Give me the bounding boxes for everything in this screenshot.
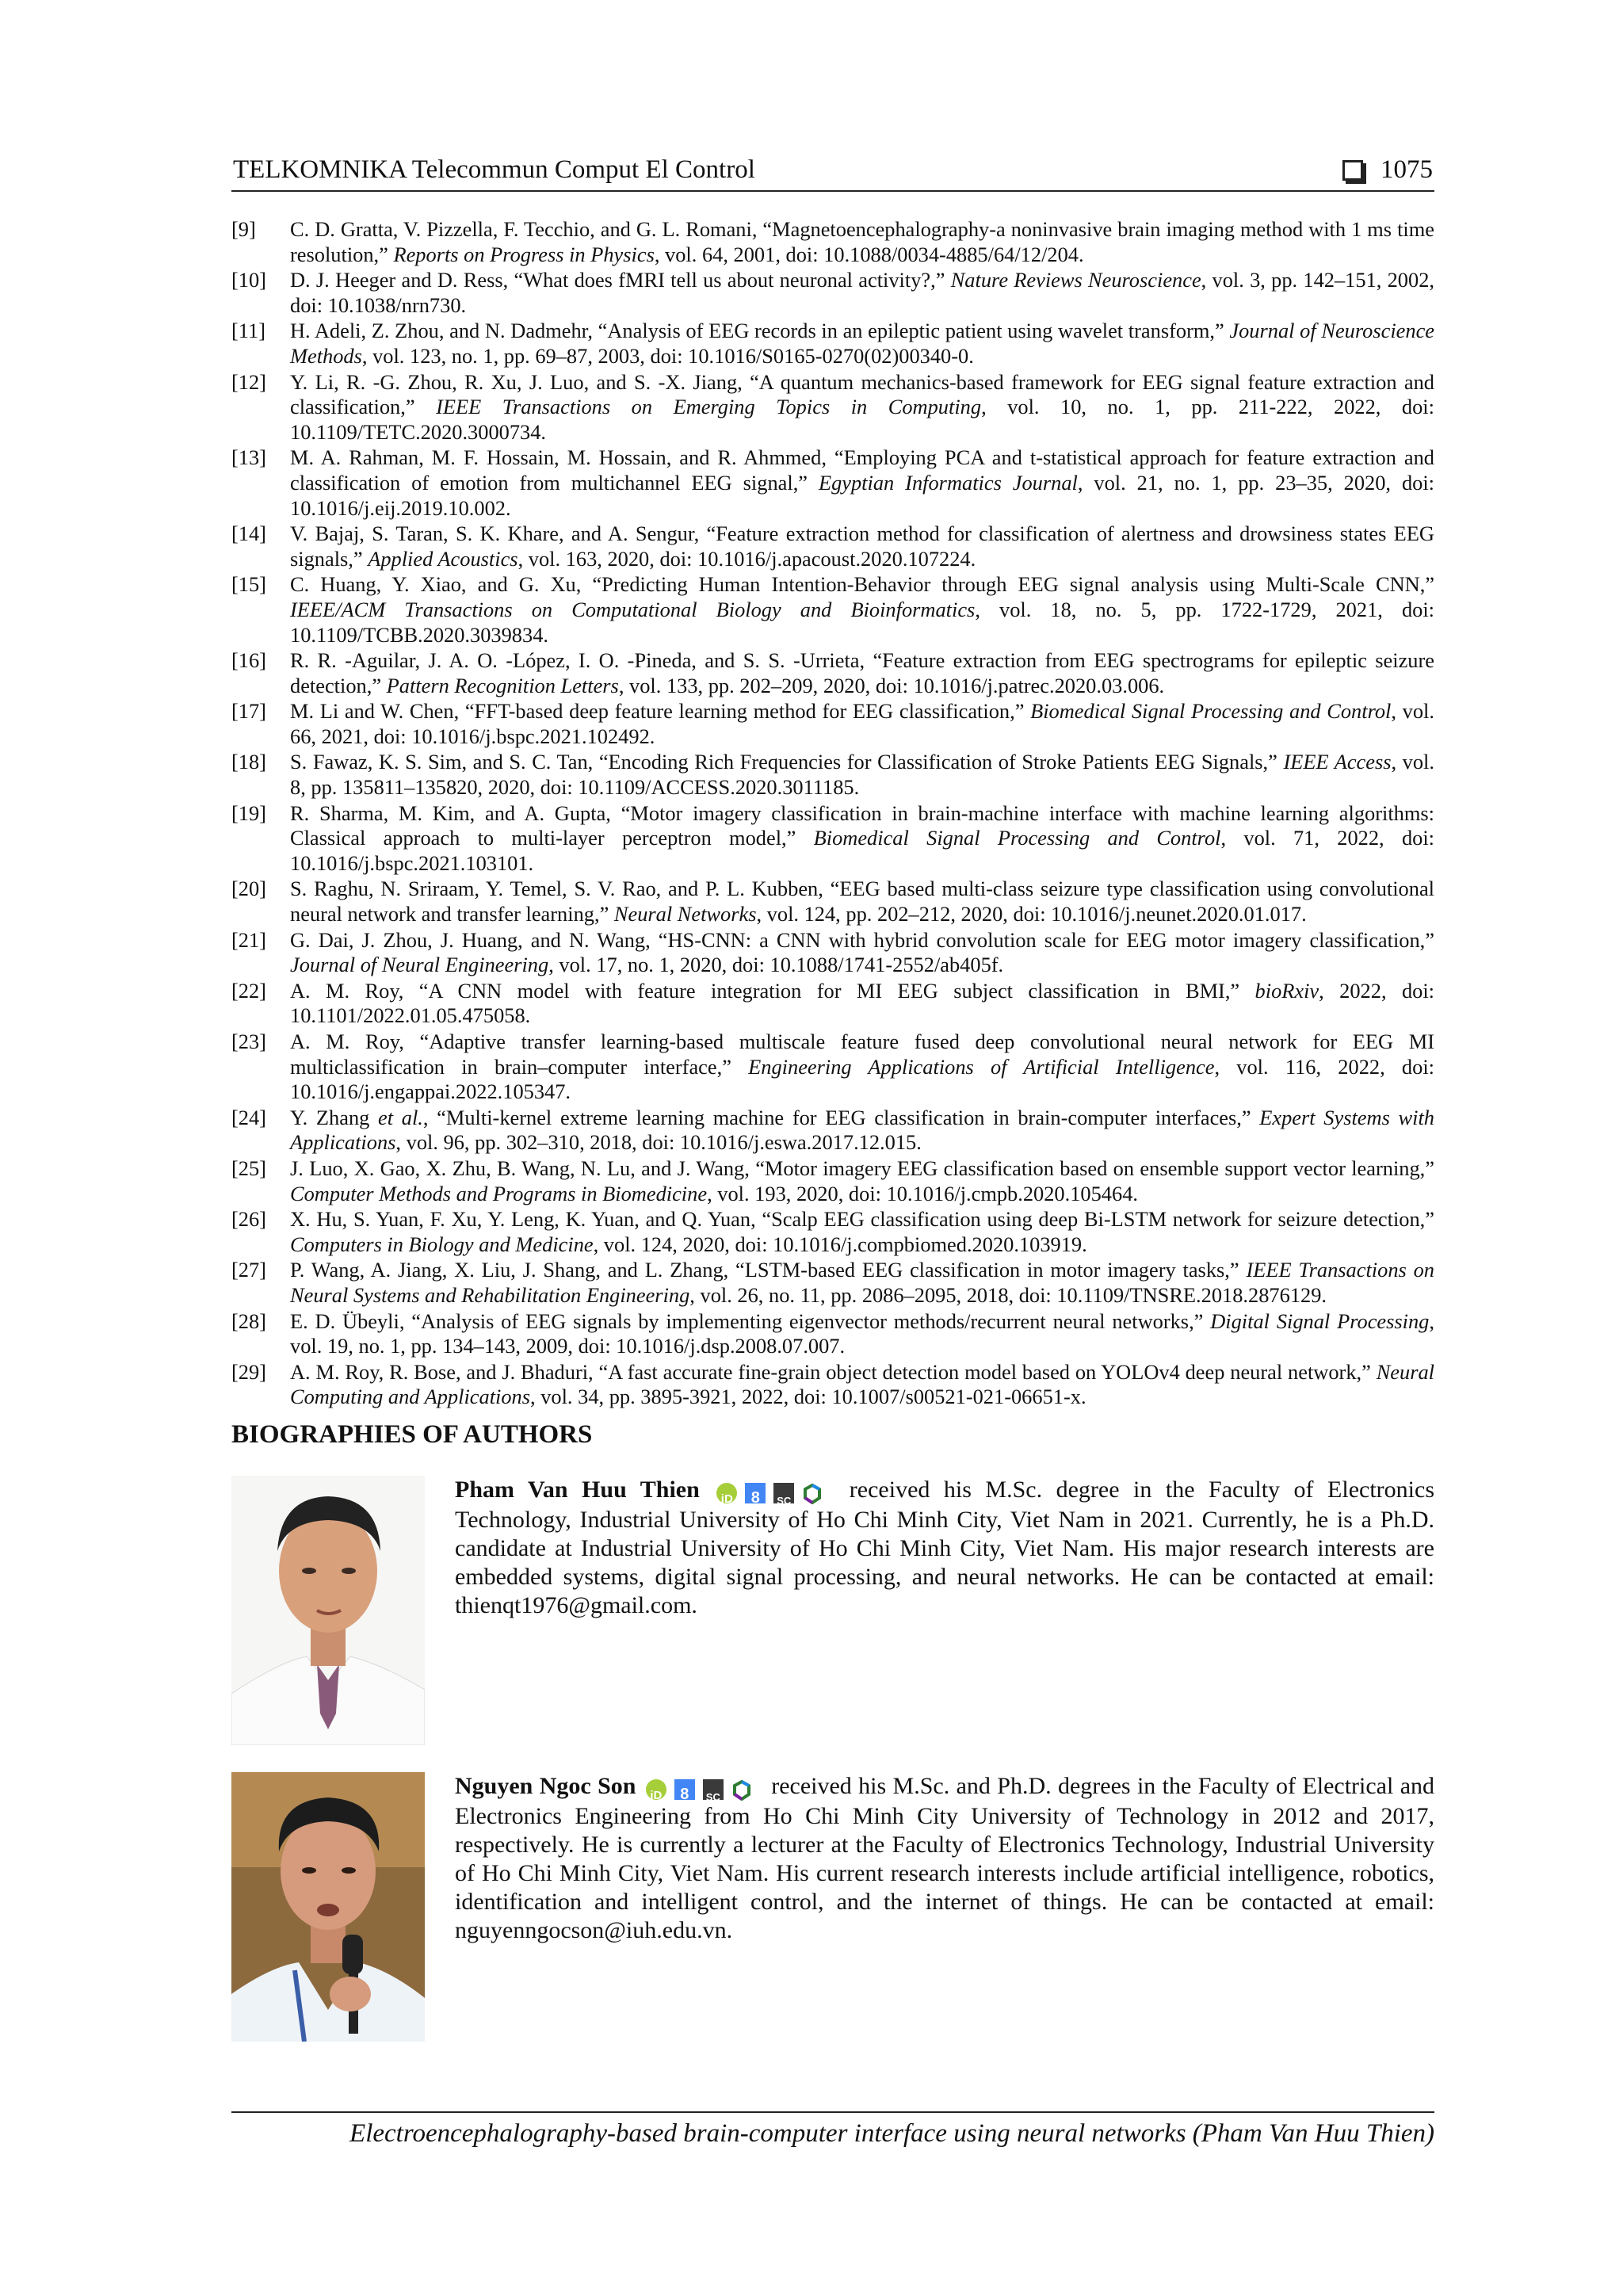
reference-number: [11] [231, 319, 265, 343]
reference-text: , vol. 8, pp. 135811–135820, 2020, doi: 10.1109/ACCESS.2020.3011185. [290, 750, 1434, 800]
reference-source: Journal of Neural Engineering [290, 953, 549, 977]
reference-text: M. Li and W. Chen, “FFT-based deep feature learning method for EEG classification,” [290, 699, 1031, 724]
reference-number: [12] [231, 369, 266, 394]
reference-text: , vol. 18, no. 5, pp. 1722-1729, 2021, doi: 10.1109/TCBB.2020.3039834. [290, 597, 1434, 647]
reference-text: , vol. 71, 2022, doi: 10.1016/j.bspc.2021.103101. [290, 826, 1434, 875]
reference-text: , vol. 116, 2022, doi: 10.1016/j.engappai.2022.105347. [290, 1054, 1434, 1104]
reference-item [231, 750, 1434, 800]
reference-item [231, 445, 1434, 521]
google-scholar-icon[interactable] [674, 1779, 695, 1800]
reference-item [231, 1106, 1434, 1156]
reference-number: [20] [231, 877, 266, 901]
reference-source: Digital Signal Processing [1210, 1308, 1430, 1333]
reference-source: IEEE Transactions on Neural Systems and Rehabilitation Engineering [290, 1258, 1435, 1307]
reference-source: Neural Networks [613, 902, 757, 926]
author-name: Pham Van Huu Thien [455, 1477, 700, 1503]
orcid-icon[interactable] [646, 1779, 666, 1800]
journal-title: TELKOMNIKA Telecommun Comput El Control [233, 155, 755, 184]
reference-source: IEEE Transactions on Emerging Topics in Computing [436, 395, 982, 419]
reference-number: [13] [231, 445, 266, 470]
reference-text: G. Dai, J. Zhou, J. Huang, and N. Wang, “HS-CNN: a CNN with hybrid convolution scale for EEG motor imagery classification,” [290, 927, 1434, 952]
reference-number: [26] [231, 1207, 266, 1232]
reference-source: Computer Methods and Programs in Biomedicine [290, 1181, 708, 1205]
reference-item [231, 928, 1434, 978]
reference-text: , vol. 133, pp. 202–209, 2020, doi: 10.1016/j.patrec.2020.03.006. [618, 673, 1165, 697]
reference-source: Expert Systems with Applications [290, 1105, 1434, 1155]
reference-source: Journal of Neuroscience Methods [290, 319, 1434, 368]
profile-icons [646, 1774, 760, 1802]
reference-number: [21] [231, 927, 266, 952]
reference-text: , vol. 17, no. 1, 2020, doi: 10.1088/1741-2552/ab405f. [548, 953, 1004, 977]
orcid-icon[interactable] [716, 1483, 737, 1503]
scopus-icon[interactable] [703, 1779, 724, 1800]
reference-number: [24] [231, 1105, 266, 1129]
reference-item [231, 319, 1434, 369]
reference-number: [19] [231, 800, 266, 825]
reference-source: Neural Computing and Applications [290, 1359, 1434, 1409]
reference-item [231, 268, 1434, 318]
reference-text: , vol. 66, 2021, doi: 10.1016/j.bspc.2021.102492. [290, 699, 1434, 748]
reference-text: , vol. 64, 2001, doi: 10.1088/0034-4885/64/12/204. [654, 242, 1084, 266]
reference-item [231, 1309, 1434, 1359]
reference-text: , vol. 96, pp. 302–310, 2018, doi: 10.1016/j.eswa.2017.12.015. [395, 1130, 922, 1155]
reference-item [231, 877, 1434, 926]
publons-icon[interactable] [802, 1483, 823, 1503]
reference-text: R. R. -Aguilar, J. A. O. -López, I. O. -Pineda, and S. S. -Urrieta, “Feature extraction from EEG spectrograms for epileptic seizure detection,” [290, 648, 1434, 697]
reference-item [231, 217, 1434, 267]
reference-source: Egyptian Informatics Journal [818, 470, 1078, 495]
author-photo [231, 1772, 425, 2042]
running-title: Electroencephalography-based brain-computer interface using neural networks (Pham Van Huu Thien) [349, 2119, 1434, 2148]
reference-text: , vol. 124, pp. 202–212, 2020, doi: 10.1016/j.neunet.2020.01.017. [756, 902, 1307, 926]
reference-item [231, 801, 1434, 877]
reference-source: Applied Acoustics [368, 546, 518, 571]
page-footer [231, 2111, 1434, 2149]
reference-source: IEEE/ACM Transactions on Computational Biology and Bioinformatics [290, 597, 976, 621]
reference-source: Pattern Recognition Letters [386, 673, 619, 697]
reference-text: X. Hu, S. Yuan, F. Xu, Y. Leng, K. Yuan, and Q. Yuan, “Scalp EEG classification using deep Bi-LSTM network for seizure detection,” [290, 1207, 1434, 1232]
reference-item [231, 1360, 1434, 1410]
author-bio-text [455, 1476, 1434, 1620]
reference-item [231, 1030, 1434, 1105]
reference-source: Reports on Progress in Physics [393, 242, 655, 266]
reference-text: E. D. Übeyli, “Analysis of EEG signals by implementing eigenvector methods/recurrent neural networks,” [290, 1308, 1211, 1333]
author-bio-text [455, 1772, 1434, 1945]
reference-number: [14] [231, 521, 266, 546]
reference-text: , vol. 19, no. 1, pp. 134–143, 2009, doi: 10.1016/j.dsp.2008.07.007. [290, 1308, 1434, 1358]
author-bio-body: received his M.Sc. degree in the Faculty of Electronics Technology, Industrial University of Ho Chi Minh City, Viet Nam in 2021. Currently, he is a Ph.D. candidate at Industrial University of Ho Chi Minh City, Viet Nam. His major research interests are embedded systems, digital signal processing, and neural networks. He can be contacted at email: thienqt1976@gmail.com. [455, 1477, 1434, 1619]
reference-text: Y. Li, R. -G. Zhou, R. Xu, J. Luo, and S. -X. Jiang, “A quantum mechanics-based framework for EEG signal feature extraction and classification,” [290, 369, 1434, 419]
reference-number: [9] [231, 217, 256, 241]
reference-text: C. Huang, Y. Xiao, and G. Xu, “Predicting Human Intention-Behavior through EEG signal analysis using Multi-Scale CNN,” [290, 572, 1434, 597]
reference-text: , “Multi-kernel extreme learning machine for EEG classification in brain-computer interfaces,” [422, 1105, 1260, 1129]
reference-source: Nature Reviews Neuroscience [950, 268, 1201, 292]
reference-text: D. J. Heeger and D. Ress, “What does fMRI tell us about neuronal activity?,” [290, 268, 951, 292]
reference-number: [15] [231, 572, 266, 597]
reference-text: , vol. 21, no. 1, pp. 23–35, 2020, doi: 10.1016/j.eij.2019.10.002. [290, 470, 1434, 520]
reference-item [231, 979, 1434, 1029]
reference-item [231, 1258, 1434, 1308]
reference-source: Engineering Applications of Artificial Intelligence [748, 1054, 1215, 1079]
reference-text: S. Fawaz, K. S. Sim, and S. C. Tan, “Encoding Rich Frequencies for Classification of Stroke Patients EEG Signals,” [290, 750, 1284, 774]
reference-text: A. M. Roy, R. Bose, and J. Bhaduri, “A fast accurate fine-grain object detection model based on YOLOv4 deep neural network,” [290, 1359, 1377, 1384]
reference-number: [25] [231, 1156, 266, 1180]
reference-source: Computers in Biology and Medicine [290, 1232, 594, 1256]
reference-item [231, 699, 1434, 749]
reference-text: C. D. Gratta, V. Pizzella, F. Tecchio, and G. L. Romani, “Magnetoencephalography-a noninvasive brain imaging method with 1 ms time resolution,” [290, 217, 1434, 266]
reference-text: V. Bajaj, S. Taran, S. K. Khare, and A. Sengur, “Feature extraction method for classification of alertness and drowsiness states EEG signals,” [290, 521, 1434, 571]
reference-text: S. Raghu, N. Sriraam, Y. Temel, S. V. Rao, and P. L. Kubben, “EEG based multi-class seizure type classification using convolutional neural network and transfer learning,” [290, 877, 1434, 926]
reference-text: Y. Zhang [290, 1105, 379, 1129]
reference-source: IEEE Access [1283, 750, 1392, 774]
reference-number: [29] [231, 1359, 266, 1384]
reference-text: , vol. 3, pp. 142–151, 2002, doi: 10.1038/nrn730. [290, 268, 1434, 317]
page-header [231, 155, 1434, 192]
reference-number: [27] [231, 1258, 266, 1282]
reference-item [231, 1156, 1434, 1206]
reference-text: H. Adeli, Z. Zhou, and N. Dadmehr, “Analysis of EEG records in an epileptic patient using wavelet transform,” [290, 319, 1230, 343]
reference-text: , vol. 124, 2020, doi: 10.1016/j.compbiomed.2020.103919. [593, 1232, 1087, 1256]
reference-number: [28] [231, 1308, 266, 1333]
reference-text: , vol. 10, no. 1, pp. 211-222, 2022, doi: 10.1109/TETC.2020.3000734. [290, 395, 1434, 444]
square-icon [1342, 160, 1363, 181]
biographies-heading: BIOGRAPHIES OF AUTHORS [231, 1420, 593, 1449]
reference-list [231, 217, 1434, 1411]
author-photo [231, 1476, 425, 1745]
author-name: Nguyen Ngoc Son [455, 1773, 636, 1799]
reference-source: Biomedical Signal Processing and Control [813, 826, 1221, 850]
reference-text: J. Luo, X. Gao, X. Zhu, B. Wang, N. Lu, and J. Wang, “Motor imagery EEG classification based on ensemble support vector learning,” [290, 1156, 1434, 1180]
reference-text: , vol. 193, 2020, doi: 10.1016/j.cmpb.2020.105464. [707, 1181, 1138, 1205]
reference-text: A. M. Roy, “Adaptive transfer learning-based multiscale feature fused deep convolutional neural network for EEG MI multiclassification in brain–computer interface,” [290, 1030, 1434, 1079]
reference-number: [23] [231, 1030, 266, 1053]
reference-item [231, 648, 1434, 698]
reference-number: [10] [231, 268, 266, 292]
reference-number: [22] [231, 978, 266, 1003]
scopus-icon[interactable] [773, 1483, 794, 1503]
google-scholar-icon[interactable] [745, 1483, 766, 1503]
reference-text: P. Wang, A. Jiang, X. Liu, J. Shang, and L. Zhang, “LSTM-based EEG classification in motor imagery tasks,” [290, 1258, 1247, 1282]
reference-text: , vol. 26, no. 11, pp. 2086–2095, 2018, doi: 10.1109/TNSRE.2018.2876129. [689, 1282, 1327, 1307]
page-number: 1075 [1381, 155, 1433, 184]
reference-text: , 2022, doi: 10.1101/2022.01.05.475058. [290, 978, 1434, 1028]
reference-item [231, 521, 1434, 571]
page [231, 0, 1434, 2296]
reference-text: , vol. 163, 2020, doi: 10.1016/j.apacoust.2020.107224. [517, 546, 976, 571]
reference-text: R. Sharma, M. Kim, and A. Gupta, “Motor imagery classification in brain-machine interface with machine learning algorithms: Classical approach to multi-layer perceptron model,” [290, 800, 1434, 850]
reference-number: [18] [231, 750, 266, 774]
profile-icons [716, 1477, 831, 1506]
reference-item [231, 572, 1434, 648]
reference-item [231, 1207, 1434, 1257]
reference-number: [16] [231, 648, 266, 673]
reference-text: A. M. Roy, “A CNN model with feature integration for MI EEG subject classification in BMI,” [290, 978, 1255, 1003]
author-bio-body: received his M.Sc. and Ph.D. degrees in the Faculty of Electrical and Electronics Engineering from Ho Chi Minh City University of Technology in 2012 and 2017, respectively. He is currently a lecturer at the Faculty of Electronics Technology, Industrial University of Ho Chi Minh City, Viet Nam. His current research interests include artificial intelligence, robotics, identification and intelligent control, and the internet of things. He can be contacted at email: nguyenngocson@iuh.edu.vn. [455, 1773, 1435, 1944]
reference-text: M. A. Rahman, M. F. Hossain, M. Hossain, and R. Ahmmed, “Employing PCA and t-statistical approach for feature extraction and classification of emotion from multichannel EEG signal,” [290, 445, 1434, 495]
reference-text: , vol. 123, no. 1, pp. 69–87, 2003, doi: 10.1016/S0165-0270(02)00340-0. [361, 343, 974, 368]
publons-icon[interactable] [731, 1779, 752, 1800]
reference-item [231, 370, 1434, 445]
reference-source: bioRxiv [1254, 978, 1319, 1003]
reference-source: et al. [378, 1105, 423, 1129]
reference-number: [17] [231, 699, 266, 724]
reference-source: Biomedical Signal Processing and Control [1030, 699, 1392, 724]
reference-text: , vol. 34, pp. 3895-3921, 2022, doi: 10.1007/s00521-021-06651-x. [530, 1385, 1086, 1409]
